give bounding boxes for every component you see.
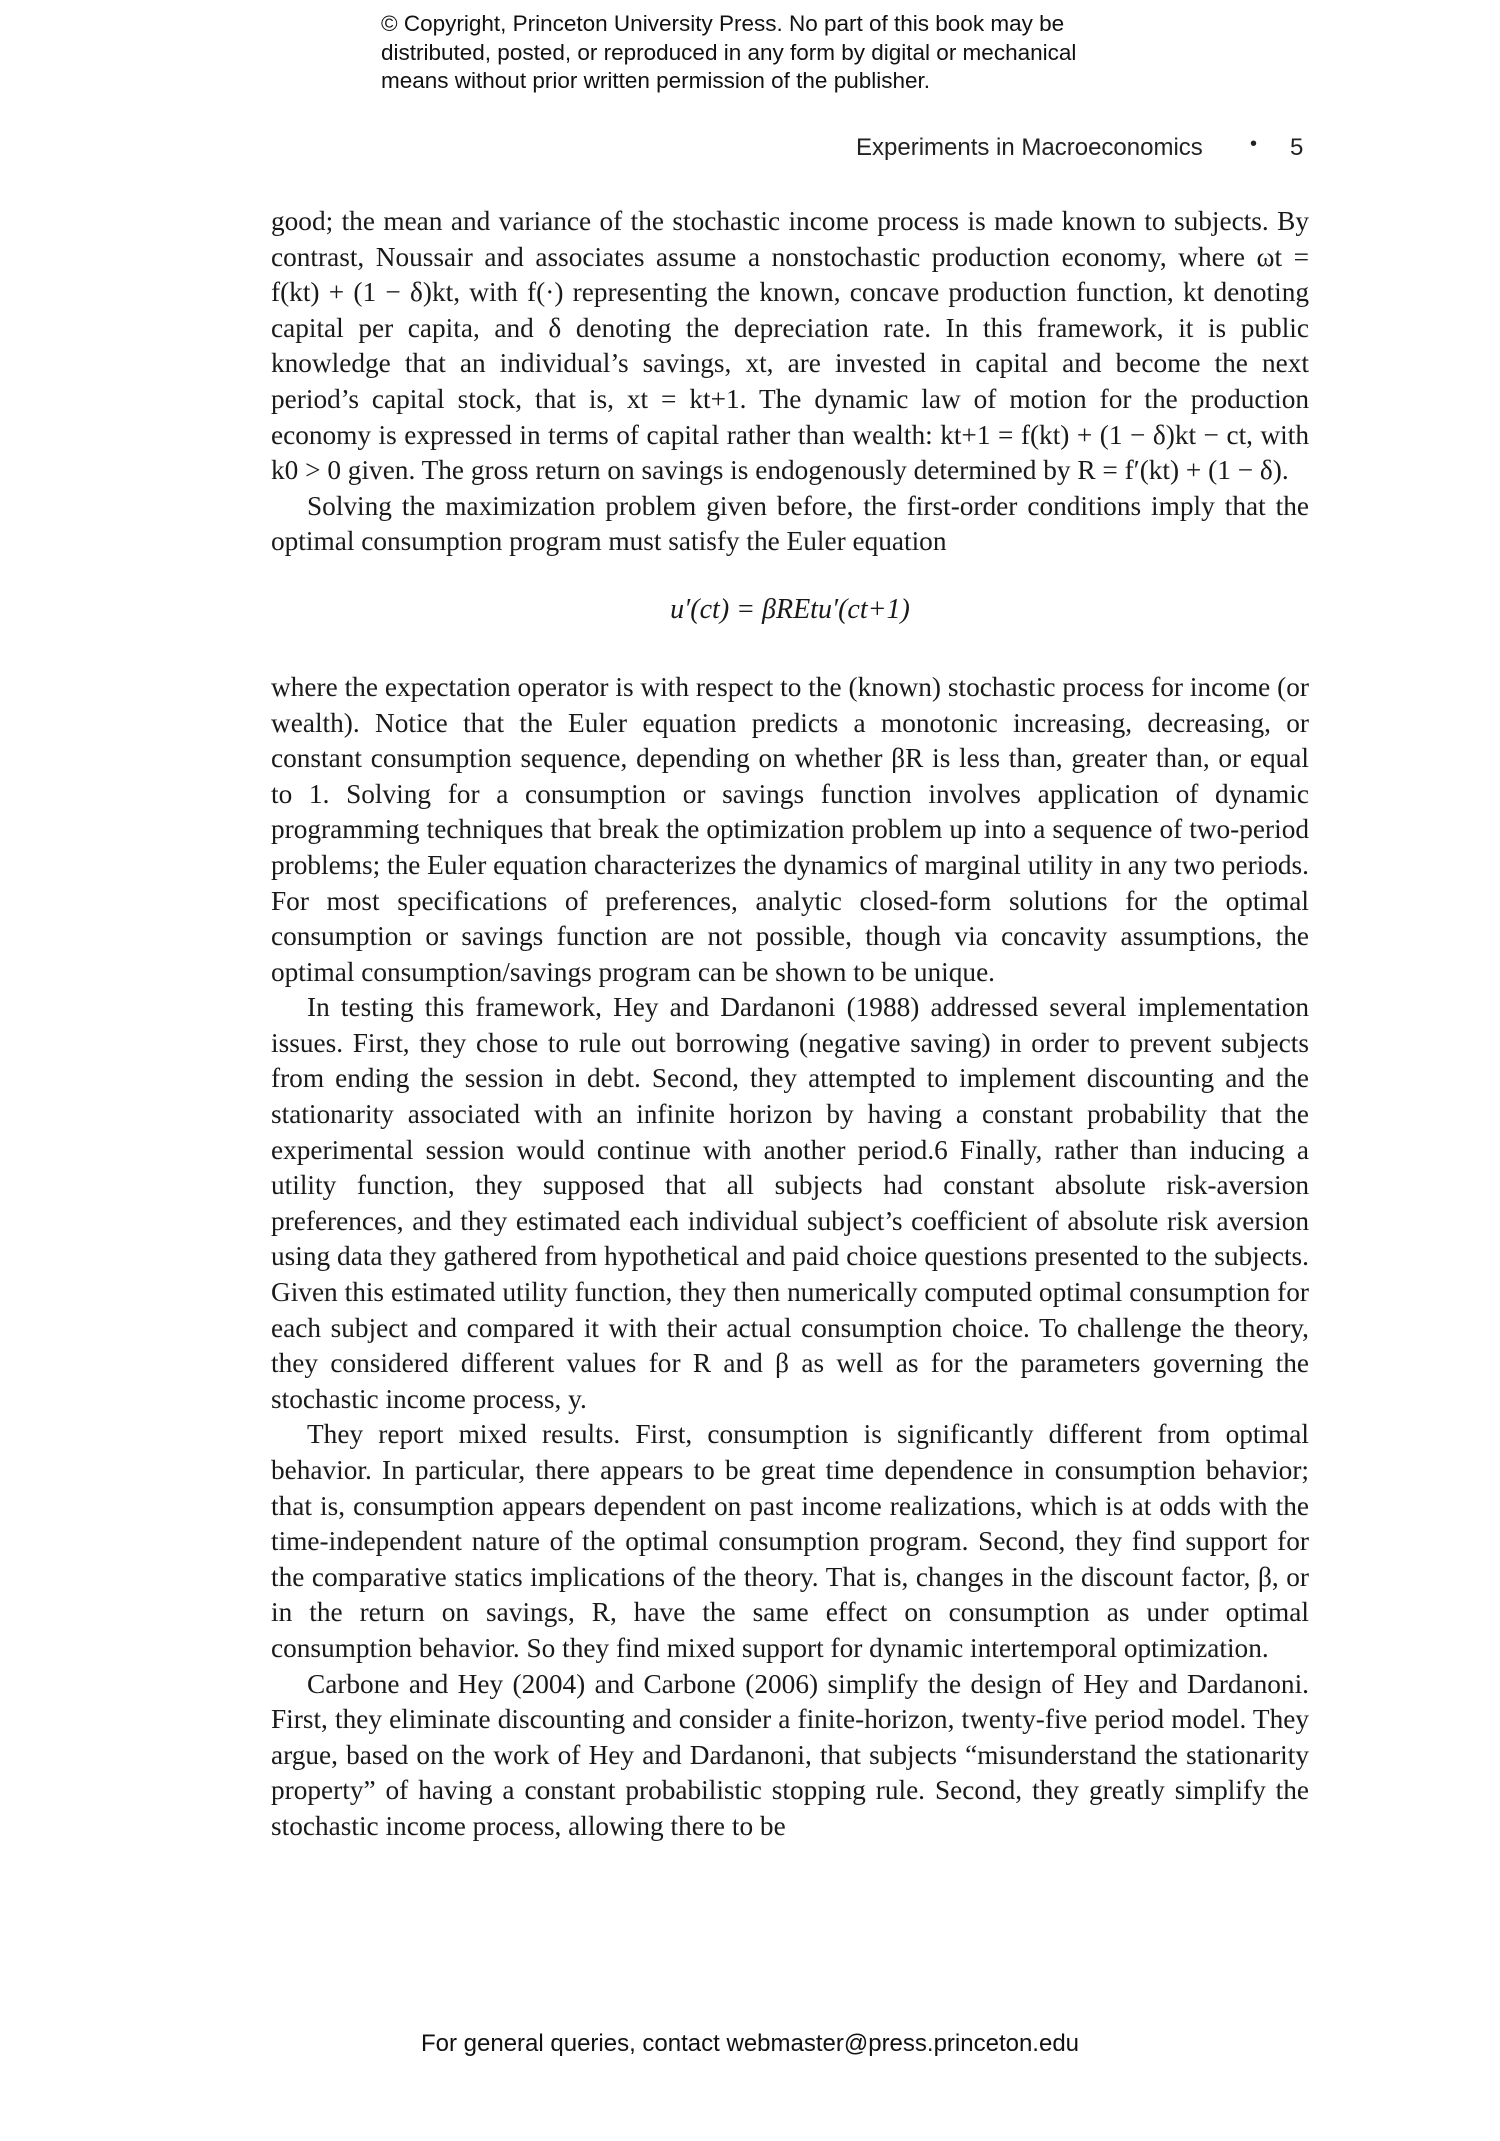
paragraph-hey-dardanoni: In testing this framework, Hey and Dardanoni (1988) addressed several implementation issues. First, they chose to rule out borrowing (negative saving) in order to prevent subjects from ending the session in debt. Second, they attempted to implement discounting and the stationarity associated with an infinite horizon by having a constant probability that the experimental session would continue with another period.6 Finally, rather than inducing a utility function, they supposed that all subjects had constant absolute risk-aversion preferences, and they estimated each individual subject’s coefficient of absolute risk aversion using data they gathered from hypothetical and paid choice questions presented to the subjects. Given this estimated utility function, they then numerically computed optimal consumption for each subject and compared it with their actual consumption choice. To challenge the theory, they considered different values for R and β as well as for the parameters governing the stochastic income process, y. xyxy=(271,992,1309,1414)
footer-contact: For general queries, contact webmaster@press.princeton.edu xyxy=(420,2030,1080,2057)
copyright-line: means without prior written permission of the publisher. xyxy=(381,68,931,93)
page-number: 5 xyxy=(1290,134,1304,161)
paragraph-carbone-hey: Carbone and Hey (2004) and Carbone (2006) simplify the design of Hey and Dardanoni. First, they eliminate discounting and consider a finite-horizon, twenty-five period model. They argue, based on the work of Hey and Dardanoni, that subjects “misunderstand the stationarity property” of having a constant probabilistic stopping rule. Second, they greatly simplify the stochastic income process, allowing there to be xyxy=(271,1668,1309,1841)
running-head-bullet: • xyxy=(1250,133,1258,155)
paragraph-mixed-results: They report mixed results. First, consumption is significantly different from optimal behavior. In particular, there appears to be great time dependence in consumption behavior; that is, consumption appears dependent on past income realizations, which is at odds with the time-independent nature of the optimal consumption program. Second, they find support for the comparative statics implications of the theory. That is, changes in the discount factor, β, or in the return on savings, R, have the same effect on consumption as under optimal consumption behavior. So they find mixed support for dynamic intertemporal optimization. xyxy=(271,1419,1309,1663)
running-head xyxy=(856,134,1308,168)
running-head-title: Experiments in Macroeconomics xyxy=(856,134,1203,161)
body-text xyxy=(271,204,1309,1845)
copyright-line: distributed, posted, or reproduced in any form by digital or mechanical xyxy=(381,39,1077,65)
euler-equation: u′(ct) = βREtu′(ct+1) xyxy=(670,593,910,625)
paragraph-euler-intro: Solving the maximization problem given before, the first-order conditions imply that the optimal consumption program must satisfy the Euler equation xyxy=(271,490,1309,557)
paragraph-production-economy: good; the mean and variance of the stochastic income process is made known to subjects. By contrast, Noussair and associates assume a nonstochastic production economy, where ωt = f(kt) + (1 − δ)kt, with f(·) representing the known, concave production function, kt denoting capital per capita, and δ denoting the depreciation rate. In this framework, it is public knowledge that an individual’s savings, xt, are invested in capital and become the next period’s capital stock, that is, xt = kt+1. The dynamic law of motion for the production economy is expressed in terms of capital rather than wealth: kt+1 = f(kt) + (1 − δ)kt − ct, with k0 > 0 given. The gross return on savings is endogenously determined by R = f′(kt) + (1 − δ). xyxy=(271,206,1309,486)
paragraph-euler-explanation: where the expectation operator is with respect to the (known) stochastic process for income (or wealth). Notice that the Euler equation predicts a monotonic increasing, decreasing, or constant consumption sequence, depending on whether βR is less than, greater than, or equal to 1. Solving for a consumption or savings function involves application of dynamic programming techniques that break the optimization problem up into a sequence of two-period problems; the Euler equation characterizes the dynamics of marginal utility in any two periods. For most specifications of preferences, analytic closed-form solutions for the optimal consumption or savings function are not possible, though via concavity assumptions, the optimal consumption/savings program can be shown to be unique. xyxy=(271,671,1309,987)
copyright-line: © Copyright, Princeton University Press. No part of this book may be xyxy=(381,11,1065,36)
copyright-notice xyxy=(381,10,1201,96)
